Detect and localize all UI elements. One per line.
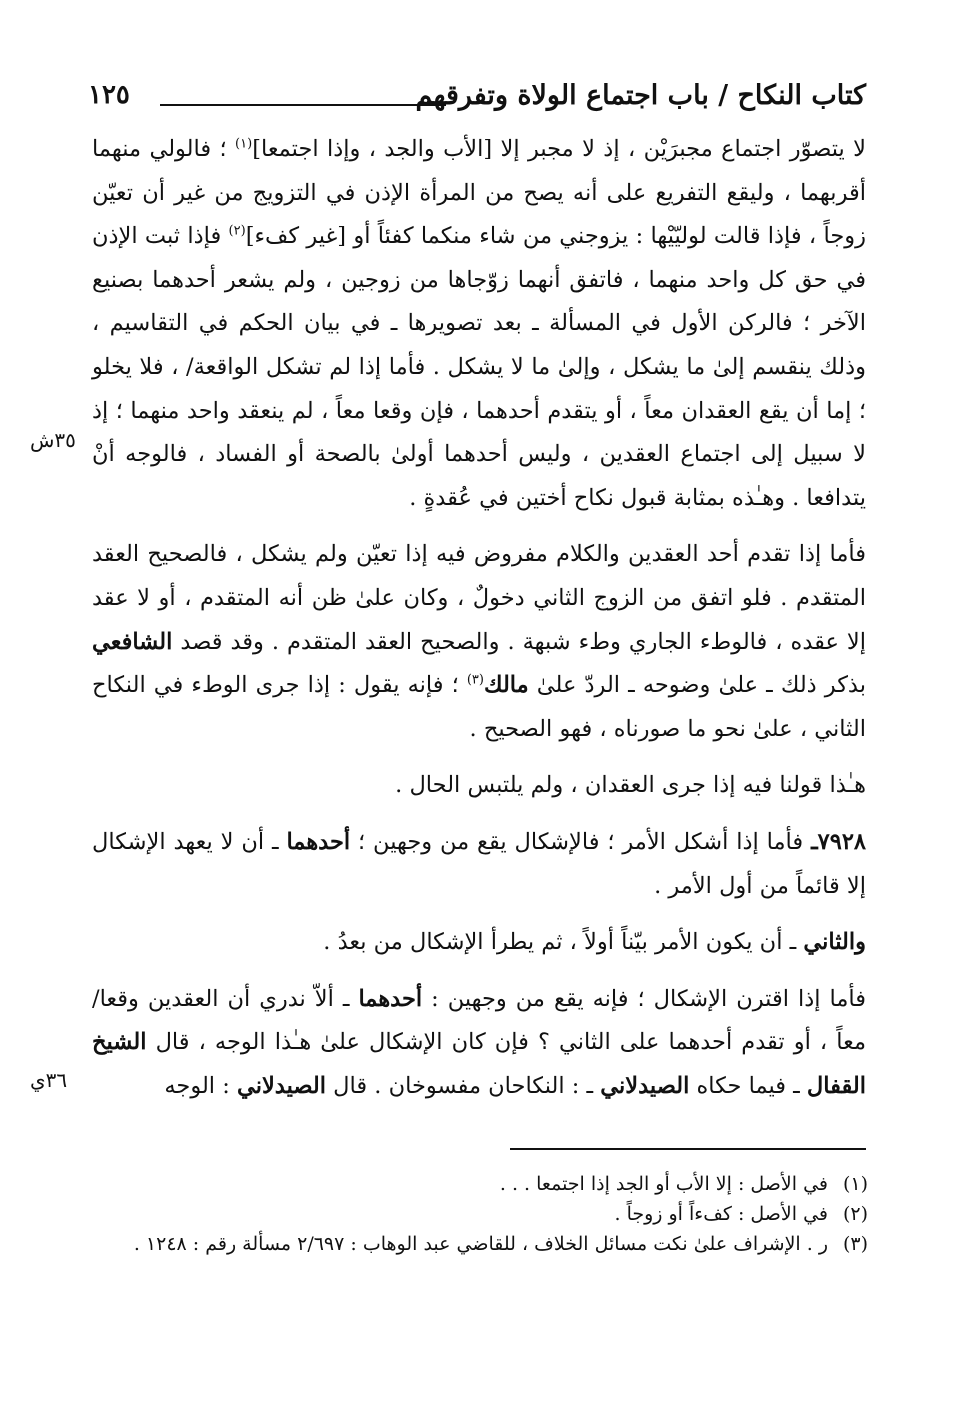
header-rule bbox=[160, 104, 446, 106]
page-number: ١٢٥ bbox=[88, 80, 130, 110]
term-first-2: أحدهما bbox=[358, 985, 423, 1012]
header-title: كتاب النكاح / باب اجتماع الولاة وتفرقهم bbox=[415, 80, 866, 111]
footnote-ref-3[interactable]: (٣) bbox=[466, 672, 484, 688]
footnote-separator bbox=[510, 1148, 866, 1150]
name-saydalani-2: الصيدلاني bbox=[236, 1072, 327, 1099]
name-malik: مالك bbox=[483, 672, 529, 699]
footnote-ref-2[interactable]: (٢) bbox=[228, 223, 246, 239]
margin-note-2: ٣٦ي bbox=[30, 1068, 68, 1092]
footnote-text: في الأصل : كفءاً أو زوجاً . bbox=[614, 1203, 828, 1225]
footnote-number: (٢) bbox=[842, 1203, 868, 1225]
running-header bbox=[88, 80, 866, 120]
name-saydalani: الصيدلاني bbox=[600, 1072, 690, 1099]
footnote-ref-1[interactable]: (١) bbox=[235, 136, 253, 152]
footnote-number: (١) bbox=[842, 1173, 868, 1195]
name-qaffal: الشيخ القفال bbox=[92, 1029, 866, 1099]
paragraph-3: هـٰذا قولنا فيه إذا جرى العقدان ، ولم يلتبس الحال . bbox=[395, 772, 866, 799]
body-text bbox=[92, 128, 866, 1108]
paragraph-2: فأما إذا تقدم أحد العقدين والكلام مفروض فيه إذا تعيّن ولم يشكل ، فالصحيح العقد المتقدم . فلو اتفق من الزوج الثاني دخولٌ ، وكان علىٰ ظن أنه المتقدم ، أو لا عقد إلا عقده ، فالوطء الجاري وطء شبهة . والصحيح العقد المتقدم . وقد قصد الشافعي بذكر ذلك ـ علىٰ وضوحه ـ الردّ علىٰ مالك$^{(٣)}$ ؛ فإنه يقول : إذا جرى الوطء في النكاح الثاني ، علىٰ نحو ما صورناه ، فهو الصحيح . bbox=[92, 541, 866, 742]
margin-note-1: ٣٥ش bbox=[30, 428, 76, 452]
name-shafii: الشافعي bbox=[92, 628, 173, 655]
footnote-number: (٣) bbox=[842, 1233, 868, 1255]
paragraph-5: والثاني ـ أن يكون الأمر بيّناً أولاً ، ثم يطرأ الإشكال من بعدُ . bbox=[323, 929, 866, 956]
footnotes bbox=[88, 1170, 868, 1260]
term-first: أحدهما bbox=[286, 828, 351, 855]
term-second: والثاني bbox=[803, 929, 866, 956]
issue-number: ٧٩٢٨ـ bbox=[811, 828, 866, 855]
footnote-2 bbox=[88, 1200, 868, 1229]
footnote-1 bbox=[88, 1170, 868, 1199]
footnote-3 bbox=[88, 1230, 868, 1259]
paragraph-4: ٧٩٢٨ـ فأما إذا أشكل الأمر ؛ فالإشكال يقع من وجهين ؛ أحدهما ـ أن لا يعهد الإشكال إلا قائماً من أول الأمر . bbox=[92, 828, 866, 899]
paragraph-6: فأما إذا اقترن الإشكال ؛ فإنه يقع من وجهين : أحدهما ـ ألاّ ندري أن العقدين وقعا/ معاً ، أو تقدم أحدهما على الثاني ؟ فإن كان الإشكال علىٰ هـٰذا الوجه ، قال الشيخ القفال ـ فيما حكاه الصيدلاني ـ : النكاحان مفسوخان . قال الصيدلاني : الوجه bbox=[92, 985, 867, 1099]
footnote-text: ر . الإشراف علىٰ نكت مسائل الخلاف ، للقاضي عبد الوهاب : ٢/٦٩٧ مسألة رقم : ١٢٤٨ . bbox=[133, 1233, 828, 1255]
paragraph-1: لا يتصوّر اجتماع مجبرَيْن ، إذ لا مجبر إلا [الأب والجد ، وإذا اجتمعا]$^{(١)}$ ؛ فالولي منهما أقربهما ، وليقع التفريع على أنه يصح من المرأة الإذن في التزويج من غير أن تعيّن زوجاً ، فإذا قالت لوليّيْها : يزوجني من شاء منكما كفئاً أو [غير كفء]$^{(٢)}$ فإذا ثبت الإذن في حق كل واحد منهما ، فاتفق أنهما زوّجاها من زوجين ، ولم يشعر أحدهما بصنيع الآخر ؛ فالركن الأول في المسألة ـ بعد تصويرها ـ في بيان الحكم في التقاسيم ، وذلك ينقسم إلىٰ ما يشكل ، وإلىٰ ما لا يشكل . فأما إذا لم تشكل الواقعة/ ، فلا يخلو ؛ إما أن يقع العقدان معاً ، أو يتقدم أحدهما ، فإن وقعا معاً ، لم ينعقد واحد منهما ؛ إذ لا سبيل إلى اجتماع العقدين ، وليس أحدهما أولىٰ بالصحة أو الفساد ، فالوجه أنْ يتدافعا . وهـٰذه بمثابة قبول نكاح أختين في عُقدةٍ . bbox=[92, 136, 866, 511]
footnote-text: في الأصل : إلا الأب أو الجد إذا اجتمعا . . . bbox=[499, 1173, 828, 1195]
